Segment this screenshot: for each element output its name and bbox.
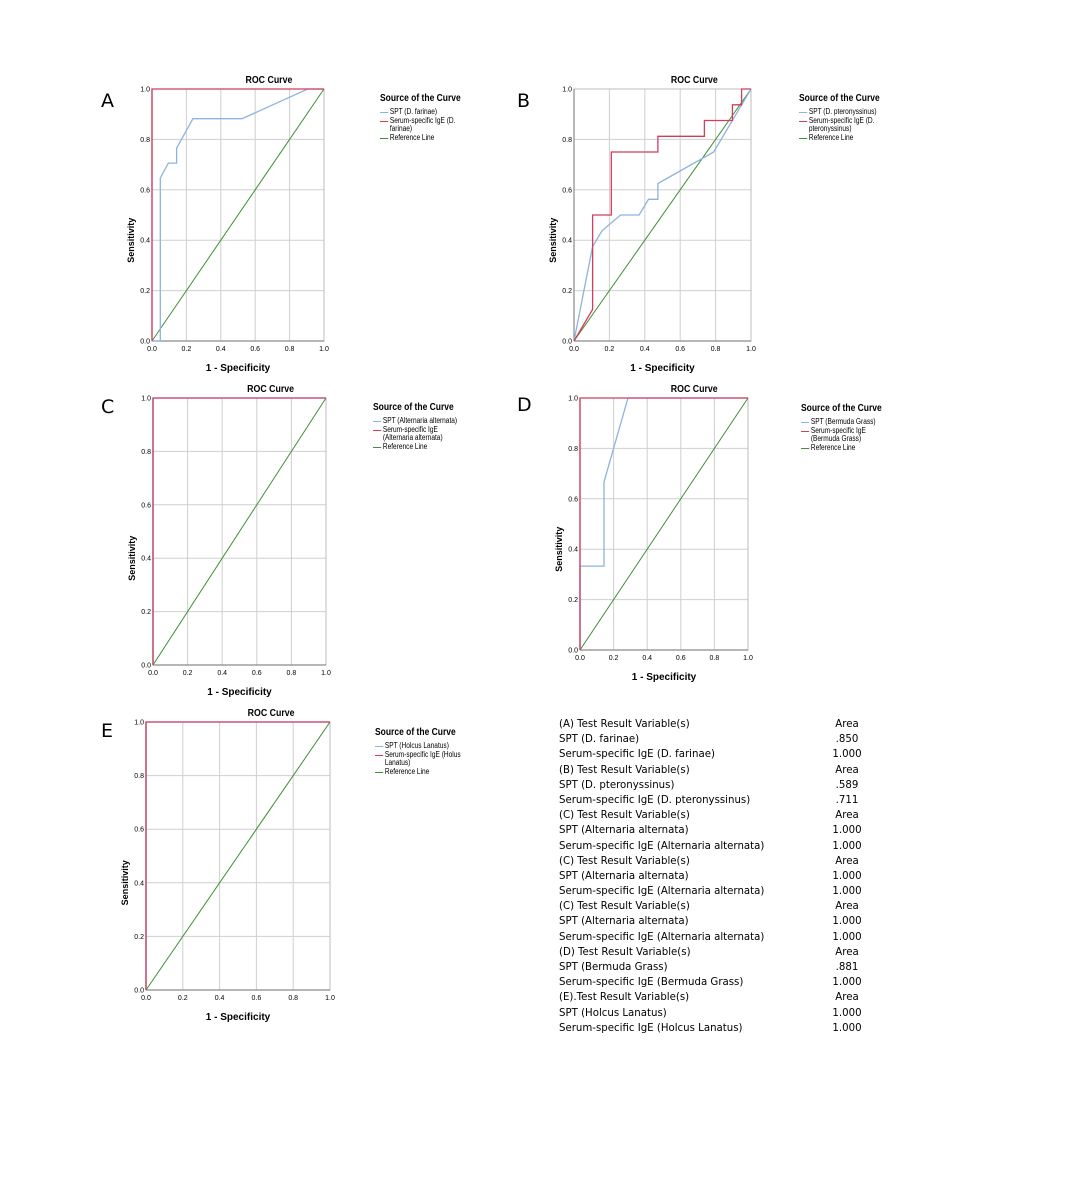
legend-label: Serum-specific IgE (D. pteronyssinus) (808, 116, 875, 133)
auc-variable-label: SPT (Alternaria alternata) (559, 916, 689, 928)
x-tick-label: 0.6 (675, 655, 686, 662)
panel-letter: E (101, 720, 114, 742)
y-tick-label: 0.2 (141, 609, 151, 617)
x-tick-label: 0.6 (250, 346, 261, 353)
legend-item (801, 444, 891, 452)
auc-variable-label: Serum-specific IgE (Bermuda Grass) (559, 977, 744, 989)
y-tick-label: 0.0 (568, 647, 578, 655)
legend-label: SPT (Holcus Lanatus) (384, 741, 449, 750)
x-tick-label: 1.0 (325, 995, 335, 1002)
y-tick-label: 0.2 (568, 597, 578, 605)
x-tick-label: 0.4 (639, 346, 650, 353)
chart-title: ROC Curve (670, 382, 718, 395)
y-tick-label: 0.8 (140, 136, 150, 144)
x-tick-label: 0.0 (148, 670, 158, 677)
x-axis-label: 1 - Specificity (205, 1012, 271, 1023)
auc-area-value: 1.000 (832, 1022, 862, 1034)
y-tick-label: 0.6 (141, 502, 151, 510)
auc-variable-label: (E).Test Result Variable(s) (559, 992, 690, 1004)
x-tick-label: 1.0 (319, 346, 329, 353)
x-tick-label: 0.4 (217, 670, 228, 677)
y-tick-label: 0.6 (140, 187, 150, 195)
y-tick-label: 0.4 (141, 555, 151, 563)
legend-label: Reference Line (389, 133, 435, 142)
auc-area-value: 1.000 (832, 870, 862, 882)
x-tick-label: 0.8 (288, 995, 299, 1002)
auc-area-value: Area (835, 810, 859, 822)
legend-swatch-reference (373, 447, 381, 448)
auc-area-value: Area (835, 719, 859, 730)
legend-swatch-serum (375, 755, 383, 756)
y-tick-label: 0.2 (562, 288, 572, 296)
x-tick-label: 0.4 (215, 346, 226, 353)
auc-variable-label: (B) Test Result Variable(s) (559, 764, 690, 776)
auc-area-value: .850 (835, 734, 859, 746)
legend-swatch-serum (799, 121, 807, 122)
auc-variable-label: SPT (Bermuda Grass) (559, 962, 668, 973)
y-tick-label: 0.6 (562, 187, 572, 195)
y-tick-label: 0.8 (141, 448, 151, 456)
legend-swatch-reference (375, 772, 383, 773)
y-tick-label: 0.8 (568, 445, 578, 453)
auc-variable-label: SPT (D. pteronyssinus) (559, 779, 675, 791)
auc-area-value: .881 (835, 962, 859, 973)
auc-variable-label: SPT (Alternaria alternata) (559, 825, 689, 837)
legend-label: SPT (Alternaria alternata) (382, 416, 458, 425)
series-line-reference (152, 89, 324, 341)
auc-area-value: .711 (835, 794, 859, 806)
legend-swatch-spt (799, 112, 807, 113)
auc-variable-label: Serum-specific IgE (Alternaria alternata) (559, 931, 765, 943)
legend-label: Reference Line (384, 767, 430, 776)
legend-label: Serum-specific IgE (Alternaria alternata) (382, 425, 443, 442)
auc-area-value: 1.000 (832, 825, 862, 837)
y-tick-label: 0.4 (568, 546, 578, 554)
y-tick-label: 0.4 (562, 237, 572, 245)
x-tick-label: 0.6 (251, 670, 262, 677)
auc-variable-label: SPT (Holcus Lanatus) (559, 1007, 667, 1019)
panel-letter: B (517, 90, 531, 112)
legend-swatch-serum (380, 121, 388, 122)
roc-chart-a (112, 71, 344, 383)
auc-area-value: Area (835, 764, 859, 776)
legend-item (373, 417, 463, 425)
x-tick-label: 0.4 (214, 995, 225, 1002)
auc-variable-label: Serum-specific IgE (D. pteronyssinus) (559, 794, 751, 806)
x-tick-label: 0.8 (284, 346, 295, 353)
legend-swatch-spt (373, 421, 381, 422)
auc-variable-label: (C) Test Result Variable(s) (559, 901, 690, 913)
legend-label: Reference Line (808, 133, 854, 142)
legend-item (375, 742, 465, 750)
x-tick-label: 0.2 (177, 995, 188, 1002)
x-tick-label: 1.0 (321, 670, 331, 677)
y-tick-label: 0.2 (140, 288, 150, 296)
x-tick-label: 0.0 (147, 346, 157, 353)
auc-variable-label: SPT (D. farinae) (559, 734, 640, 746)
auc-area-value: 1.000 (832, 886, 862, 898)
legend-item (801, 418, 891, 426)
legend-swatch-serum (373, 430, 381, 431)
x-tick-label: 0.8 (710, 346, 721, 353)
x-tick-label: 0.2 (181, 346, 192, 353)
x-axis-label: 1 - Specificity (630, 363, 695, 374)
y-tick-label: 0.0 (140, 338, 150, 346)
auc-area-value: .589 (835, 779, 859, 791)
panel-letter: C (101, 396, 115, 418)
legend-swatch-spt (380, 112, 388, 113)
x-tick-label: 0.0 (575, 655, 585, 662)
panel-letter: D (517, 394, 532, 416)
y-tick-label: 0.0 (562, 338, 572, 346)
chart-legend (799, 93, 909, 143)
chart-legend (380, 93, 490, 143)
chart-legend (373, 402, 483, 452)
legend-swatch-reference (801, 448, 809, 449)
legend-item (373, 426, 463, 442)
legend-title: Source of the Curve (373, 402, 454, 413)
x-tick-label: 0.0 (141, 995, 151, 1002)
y-axis-label: Sensitivity (126, 217, 136, 263)
y-tick-label: 1.0 (134, 719, 144, 727)
legend-label: SPT (D. pteronyssinus) (808, 107, 877, 116)
chart-legend (801, 403, 911, 453)
auc-area-value: 1.000 (832, 931, 862, 943)
y-axis-label: Sensitivity (554, 526, 564, 572)
auc-area-value: 1.000 (832, 1007, 862, 1019)
y-tick-label: 0.4 (134, 880, 144, 888)
auc-area-value: Area (835, 855, 859, 867)
y-axis-label: Sensitivity (548, 217, 558, 263)
y-tick-label: 0.0 (141, 662, 151, 670)
legend-item (375, 751, 465, 767)
chart-title: ROC Curve (245, 73, 293, 86)
auc-area-value: Area (835, 901, 859, 913)
auc-variable-label: Serum-specific IgE (Alternaria alternata) (559, 840, 765, 852)
legend-title: Source of the Curve (380, 93, 461, 104)
x-tick-label: 0.2 (608, 655, 619, 662)
auc-area-value: 1.000 (832, 916, 862, 928)
legend-label: Reference Line (382, 442, 428, 451)
legend-swatch-reference (380, 138, 388, 139)
legend-item (380, 134, 470, 142)
roc-chart-b (534, 71, 771, 383)
legend-label: SPT (Bermuda Grass) (810, 417, 876, 426)
x-axis-label: 1 - Specificity (631, 672, 697, 683)
auc-variable-label: (D) Test Result Variable(s) (559, 946, 691, 958)
auc-variable-label: Serum-specific IgE (D. farinae) (559, 749, 715, 761)
series-line-reference (153, 398, 326, 665)
auc-variable-label: SPT (Alternaria alternata) (559, 870, 689, 882)
legend-title: Source of the Curve (375, 727, 456, 738)
auc-area-value: 1.000 (832, 840, 862, 852)
legend-label: Serum-specific IgE (Holus Lanatus) (384, 750, 461, 767)
x-axis-label: 1 - Specificity (205, 363, 271, 374)
auc-variable-label: (C) Test Result Variable(s) (559, 855, 690, 867)
y-tick-label: 1.0 (140, 86, 150, 94)
x-tick-label: 1.0 (743, 655, 753, 662)
x-tick-label: 0.2 (604, 346, 615, 353)
legend-swatch-serum (801, 431, 809, 432)
y-tick-label: 0.4 (140, 237, 150, 245)
y-tick-label: 0.2 (134, 933, 144, 941)
auc-variable-label: Serum-specific IgE (Alternaria alternata) (559, 886, 765, 898)
y-tick-label: 1.0 (562, 86, 572, 94)
x-tick-label: 0.6 (251, 995, 262, 1002)
legend-label: SPT (D. farinae) (389, 107, 438, 116)
legend-item (801, 427, 891, 443)
chart-title: ROC Curve (247, 706, 295, 719)
y-tick-label: 0.0 (134, 987, 144, 995)
series-line-reference (580, 398, 748, 650)
panel-letter: A (101, 90, 114, 112)
legend-item (799, 108, 889, 116)
legend-item (375, 768, 465, 776)
y-tick-label: 1.0 (568, 395, 578, 403)
legend-item (799, 134, 889, 142)
roc-chart-c (113, 380, 346, 707)
x-tick-label: 1.0 (746, 346, 756, 353)
y-axis-label: Sensitivity (120, 860, 130, 906)
legend-swatch-spt (375, 746, 383, 747)
y-axis-label: Sensitivity (127, 535, 137, 581)
auc-variable-label: Serum-specific IgE (Holcus Lanatus) (559, 1022, 743, 1034)
auc-area-value: 1.000 (832, 977, 862, 989)
roc-chart-d (540, 380, 768, 692)
x-tick-label: 0.4 (642, 655, 653, 662)
legend-swatch-reference (799, 138, 807, 139)
x-tick-label: 0.8 (709, 655, 720, 662)
roc-chart-e (106, 704, 350, 1032)
y-tick-label: 0.6 (568, 496, 578, 504)
x-tick-label: 0.8 (286, 670, 297, 677)
chart-legend (375, 727, 485, 777)
legend-label: Serum-specific IgE (D. farinae) (389, 116, 456, 133)
legend-swatch-spt (801, 422, 809, 423)
y-tick-label: 0.8 (562, 136, 572, 144)
legend-label: Reference Line (810, 443, 856, 452)
chart-title: ROC Curve (247, 382, 295, 395)
legend-label: Serum-specific IgE (Bermuda Grass) (810, 426, 866, 443)
auc-variable-label: (A) Test Result Variable(s) (559, 719, 690, 730)
x-tick-label: 0.6 (675, 346, 686, 353)
chart-title: ROC Curve (670, 73, 718, 86)
legend-title: Source of the Curve (801, 403, 882, 414)
legend-title: Source of the Curve (799, 93, 880, 104)
series-line-reference (146, 722, 330, 990)
y-tick-label: 0.8 (134, 773, 144, 781)
x-axis-label: 1 - Specificity (207, 687, 272, 698)
auc-area-value: Area (835, 946, 859, 958)
auc-area-value: 1.000 (832, 749, 862, 761)
legend-item (380, 108, 470, 116)
legend-item (380, 117, 470, 133)
y-tick-label: 0.6 (134, 826, 144, 834)
legend-item (373, 443, 463, 451)
legend-item (799, 117, 889, 133)
x-tick-label: 0.0 (569, 346, 579, 353)
y-tick-label: 1.0 (141, 395, 151, 403)
auc-variable-label: (C) Test Result Variable(s) (559, 810, 690, 822)
x-tick-label: 0.2 (182, 670, 193, 677)
auc-area-value: Area (835, 992, 859, 1004)
